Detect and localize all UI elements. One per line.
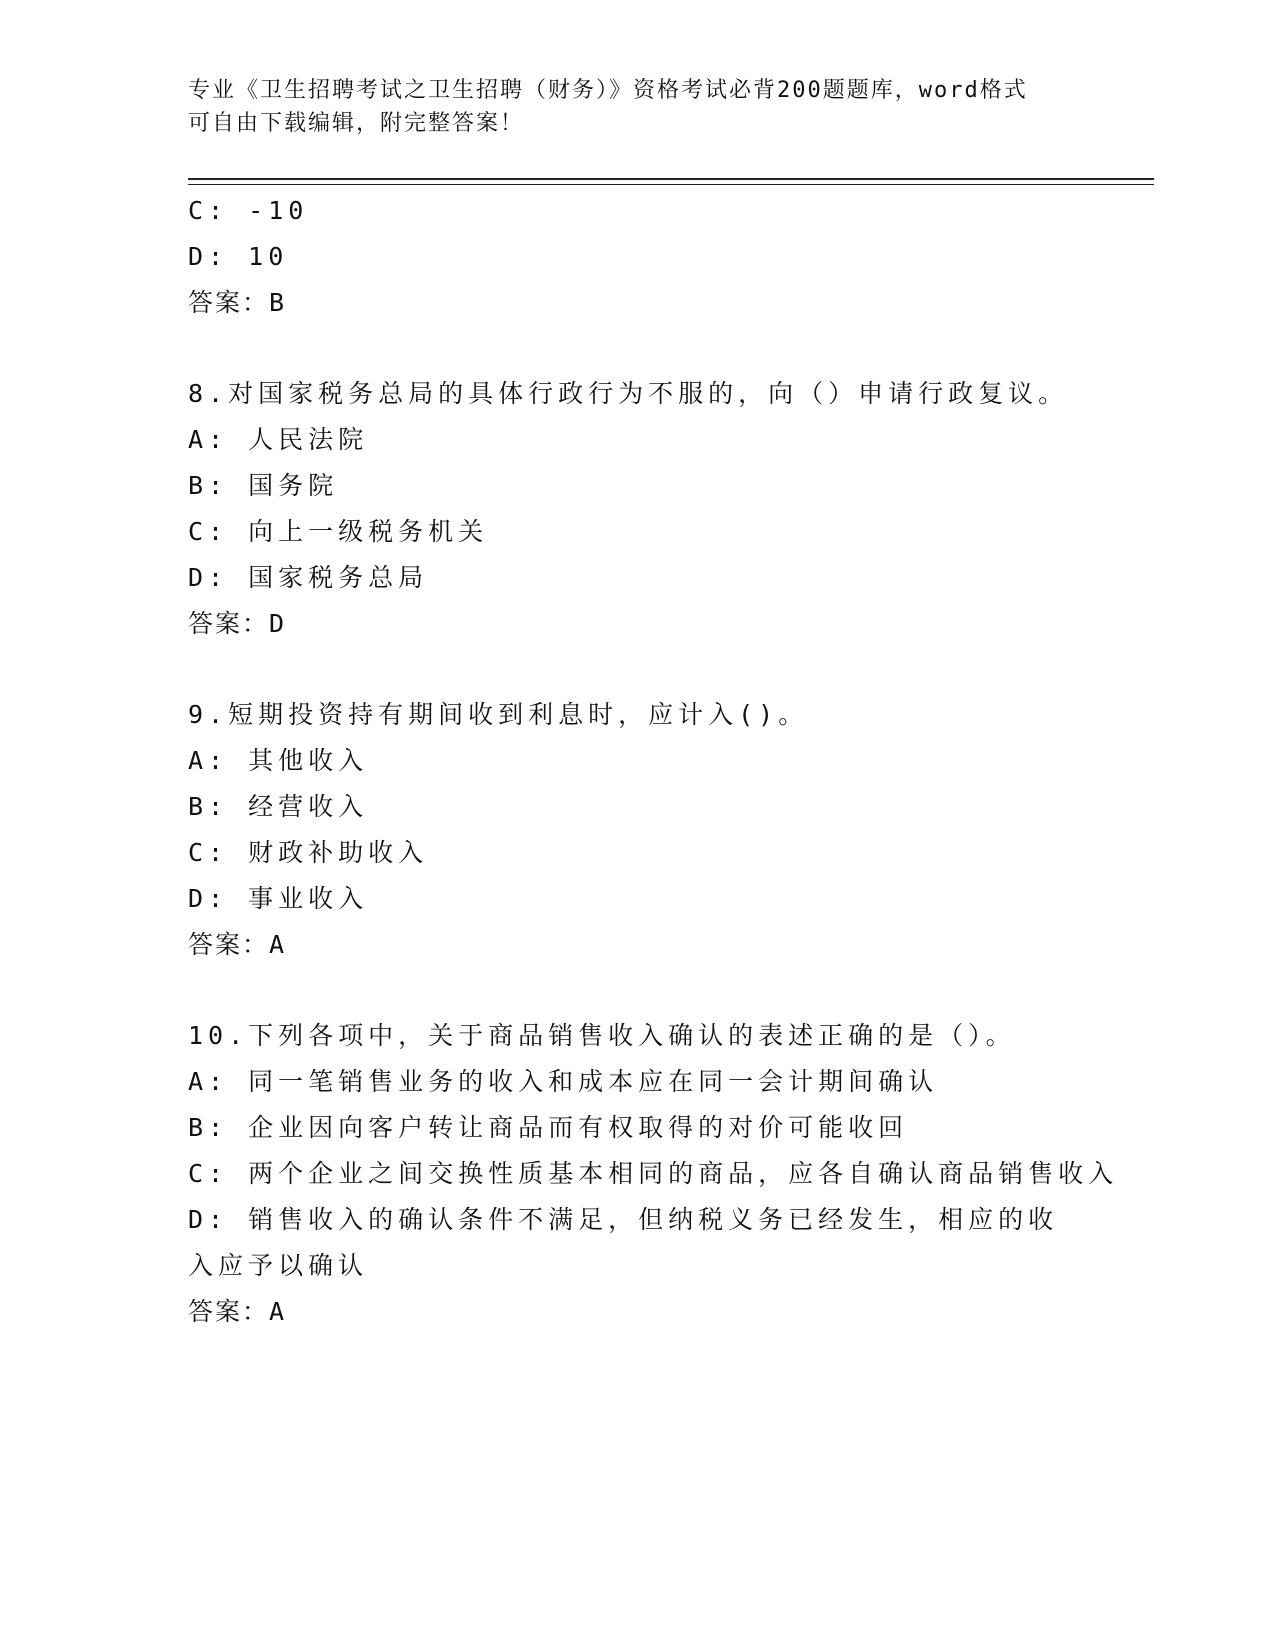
answer-line: 答案：B xyxy=(188,288,287,317)
question-list xyxy=(188,188,1119,1335)
option-c: C: 财政补助收入 xyxy=(188,838,429,867)
answer-line: 答案：A xyxy=(188,930,287,959)
option-c: C: -10 xyxy=(188,196,309,225)
question-stem: 8.对国家税务总局的具体行政行为不服的，向（）申请行政复议。 xyxy=(188,379,1069,408)
option-c: C: 两个企业之间交换性质基本相同的商品，应各自确认商品销售收入 xyxy=(188,1159,1119,1188)
question-9 xyxy=(188,692,1088,968)
option-d: D: 事业收入 xyxy=(188,884,369,913)
question-8 xyxy=(188,371,1088,647)
option-a: A: 同一笔销售业务的收入和成本应在同一会计期间确认 xyxy=(188,1067,939,1096)
prev-question-tail xyxy=(188,188,1088,326)
answer-line: 答案：A xyxy=(188,1297,287,1326)
option-b: B: 经营收入 xyxy=(188,792,369,821)
option-c: C: 向上一级税务机关 xyxy=(188,517,489,546)
header-title-line1: 专业《卫生招聘考试之卫生招聘（财务）》资格考试必背200题题库，word格式 xyxy=(188,78,1028,103)
option-d: D: 10 xyxy=(188,242,289,271)
option-d: D: 销售收入的确认条件不满足，但纳税义务已经发生，相应的收入应予以确认 xyxy=(188,1205,1059,1280)
question-stem: 9.短期投资持有期间收到利息时，应计入()。 xyxy=(188,700,809,729)
option-a: A: 其他收入 xyxy=(188,746,369,775)
document-header xyxy=(188,74,1088,140)
question-stem: 10.下列各项中，关于商品销售收入确认的表述正确的是（）。 xyxy=(188,1021,1016,1050)
answer-line: 答案：D xyxy=(188,609,287,638)
spacer xyxy=(188,647,1088,692)
option-a: A: 人民法院 xyxy=(188,425,369,454)
question-10 xyxy=(188,1013,1119,1335)
header-title-line2: 可自由下载编辑，附完整答案！ xyxy=(188,111,525,136)
header-divider-thin xyxy=(188,184,1154,185)
header-divider-thick xyxy=(188,178,1154,180)
spacer xyxy=(188,968,1088,1013)
option-d: D: 国家税务总局 xyxy=(188,563,429,592)
option-b: B: 国务院 xyxy=(188,471,339,500)
option-b: B: 企业因向客户转让商品而有权取得的对价可能收回 xyxy=(188,1113,909,1142)
spacer xyxy=(188,326,1088,371)
